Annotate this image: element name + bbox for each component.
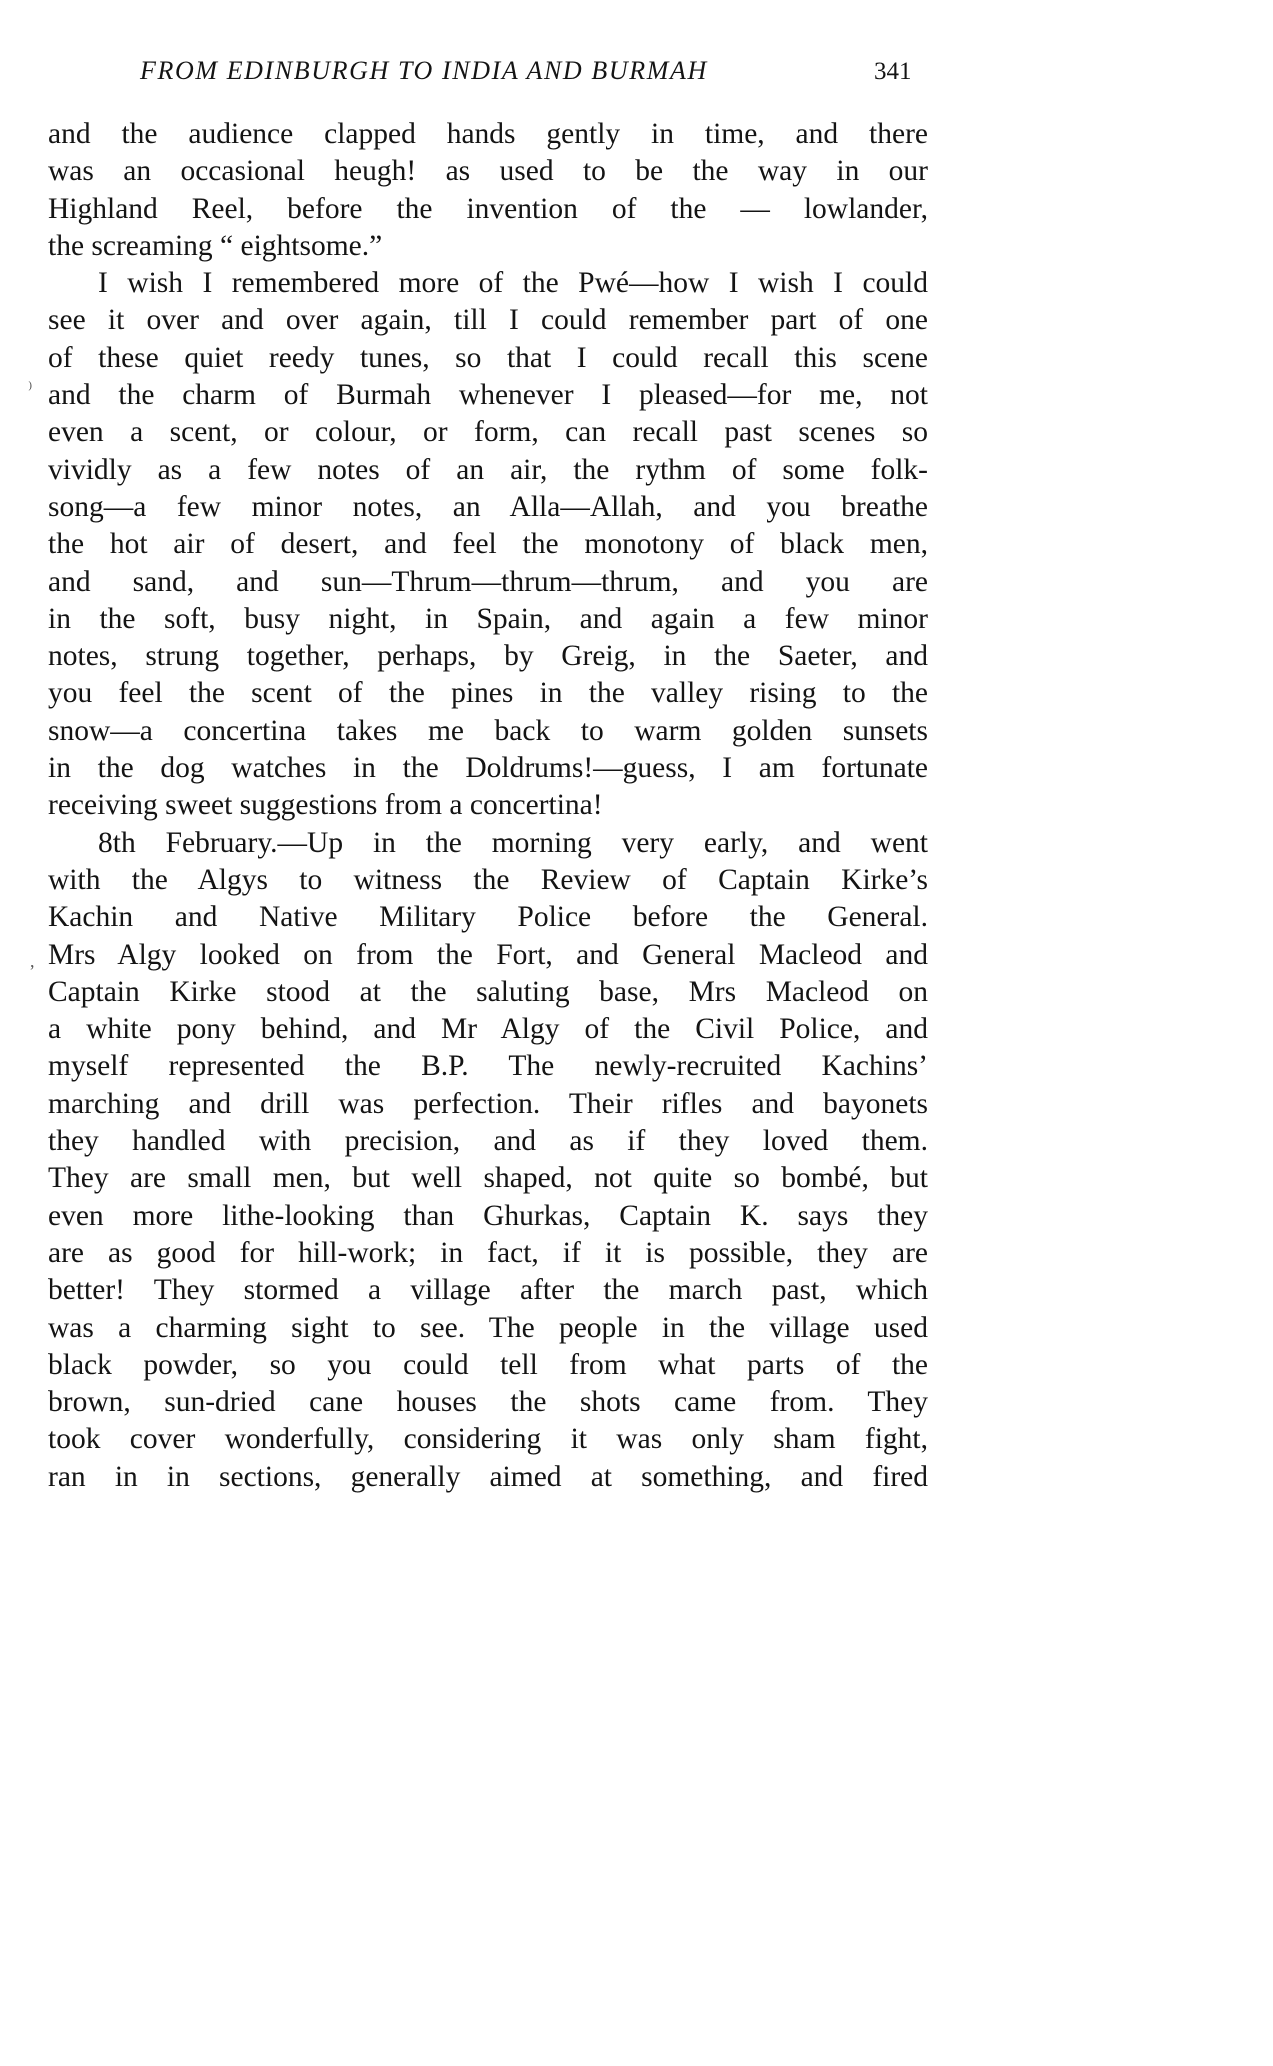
text-line: they handled with precision, and as if they loved them. bbox=[48, 1125, 928, 1158]
text-line: a white pony behind, and Mr Algy of the Civil Police, and bbox=[48, 1013, 928, 1046]
text-line: you feel the scent of the pines in the valley rising to the bbox=[48, 677, 928, 710]
text-line: Highland Reel, before the invention of the — lowlander, bbox=[48, 192, 928, 225]
text-line: even more lithe-looking than Ghurkas, Captain K. says they bbox=[48, 1199, 928, 1232]
running-header bbox=[0, 56, 960, 96]
text-line: Mrs Algy looked on from the Fort, and General Macleod and bbox=[48, 938, 928, 971]
text-line: receiving sweet suggestions from a concertina! bbox=[48, 789, 603, 822]
text-line: ran in in sections, generally aimed at something, and fired bbox=[48, 1460, 928, 1493]
body-text bbox=[0, 116, 960, 1496]
text-line: the hot air of desert, and feel the monotony of black men, bbox=[48, 528, 928, 561]
text-line: myself represented the B.P. The newly-recruited Kachins’ bbox=[48, 1050, 928, 1083]
text-line: vividly as a few notes of an air, the rythm of some folk- bbox=[48, 453, 928, 486]
text-line: black powder, so you could tell from what parts of the bbox=[48, 1348, 928, 1381]
text-line: was an occasional heugh! as used to be the way in our bbox=[48, 155, 928, 188]
text-line: in the soft, busy night, in Spain, and again a few minor bbox=[48, 602, 928, 635]
text-line: marching and drill was perfection. Their rifles and bayonets bbox=[48, 1087, 928, 1120]
text-line: They are small men, but well shaped, not quite so bombé, but bbox=[48, 1162, 928, 1195]
margin-mark: , bbox=[30, 951, 35, 971]
text-line: and the charm of Burmah whenever I pleased—for me, not bbox=[48, 379, 928, 412]
text-line: was a charming sight to see. The people in the village used bbox=[48, 1311, 928, 1344]
text-line: Captain Kirke stood at the saluting base, Mrs Macleod on bbox=[48, 975, 928, 1008]
text-line: see it over and over again, till I could remember part of one bbox=[48, 304, 928, 337]
text-line: better! They stormed a village after the march past, which bbox=[48, 1274, 928, 1307]
margin-mark: ⁾ bbox=[28, 379, 33, 399]
text-line: and the audience clapped hands gently in time, and there bbox=[48, 118, 928, 150]
text-line: brown, sun-dried cane houses the shots came from. They bbox=[48, 1386, 928, 1419]
text-line: notes, strung together, perhaps, by Greig, in the Saeter, and bbox=[48, 640, 928, 673]
text-line: are as good for hill-work; in fact, if it is possible, they are bbox=[48, 1236, 928, 1269]
page-number: 341 bbox=[874, 58, 912, 85]
text-line: took cover wonderfully, considering it was only sham fight, bbox=[48, 1423, 928, 1456]
text-line: of these quiet reedy tunes, so that I could recall this scene bbox=[48, 341, 928, 374]
text-line: snow—a concertina takes me back to warm golden sunsets bbox=[48, 714, 928, 747]
text-line: and sand, and sun—Thrum—thrum—thrum, and you are bbox=[48, 565, 928, 598]
text-line: in the dog watches in the Doldrums!—guess, I am fortunate bbox=[48, 752, 928, 785]
text-line: even a scent, or colour, or form, can recall past scenes so bbox=[48, 416, 928, 449]
text-line: with the Algys to witness the Review of Captain Kirke’s bbox=[48, 863, 928, 896]
text-line: song—a few minor notes, an Alla—Allah, and you breathe bbox=[48, 490, 928, 523]
text-line: Kachin and Native Military Police before the General. bbox=[48, 901, 928, 934]
running-title: FROM EDINBURGH TO INDIA AND BURMAH bbox=[140, 56, 708, 85]
text-line: I wish I remembered more of the Pwé—how I wish I could bbox=[98, 267, 928, 300]
text-line: 8th February.—Up in the morning very early, and went bbox=[98, 826, 928, 859]
text-line: the screaming “ eightsome.” bbox=[48, 229, 383, 262]
